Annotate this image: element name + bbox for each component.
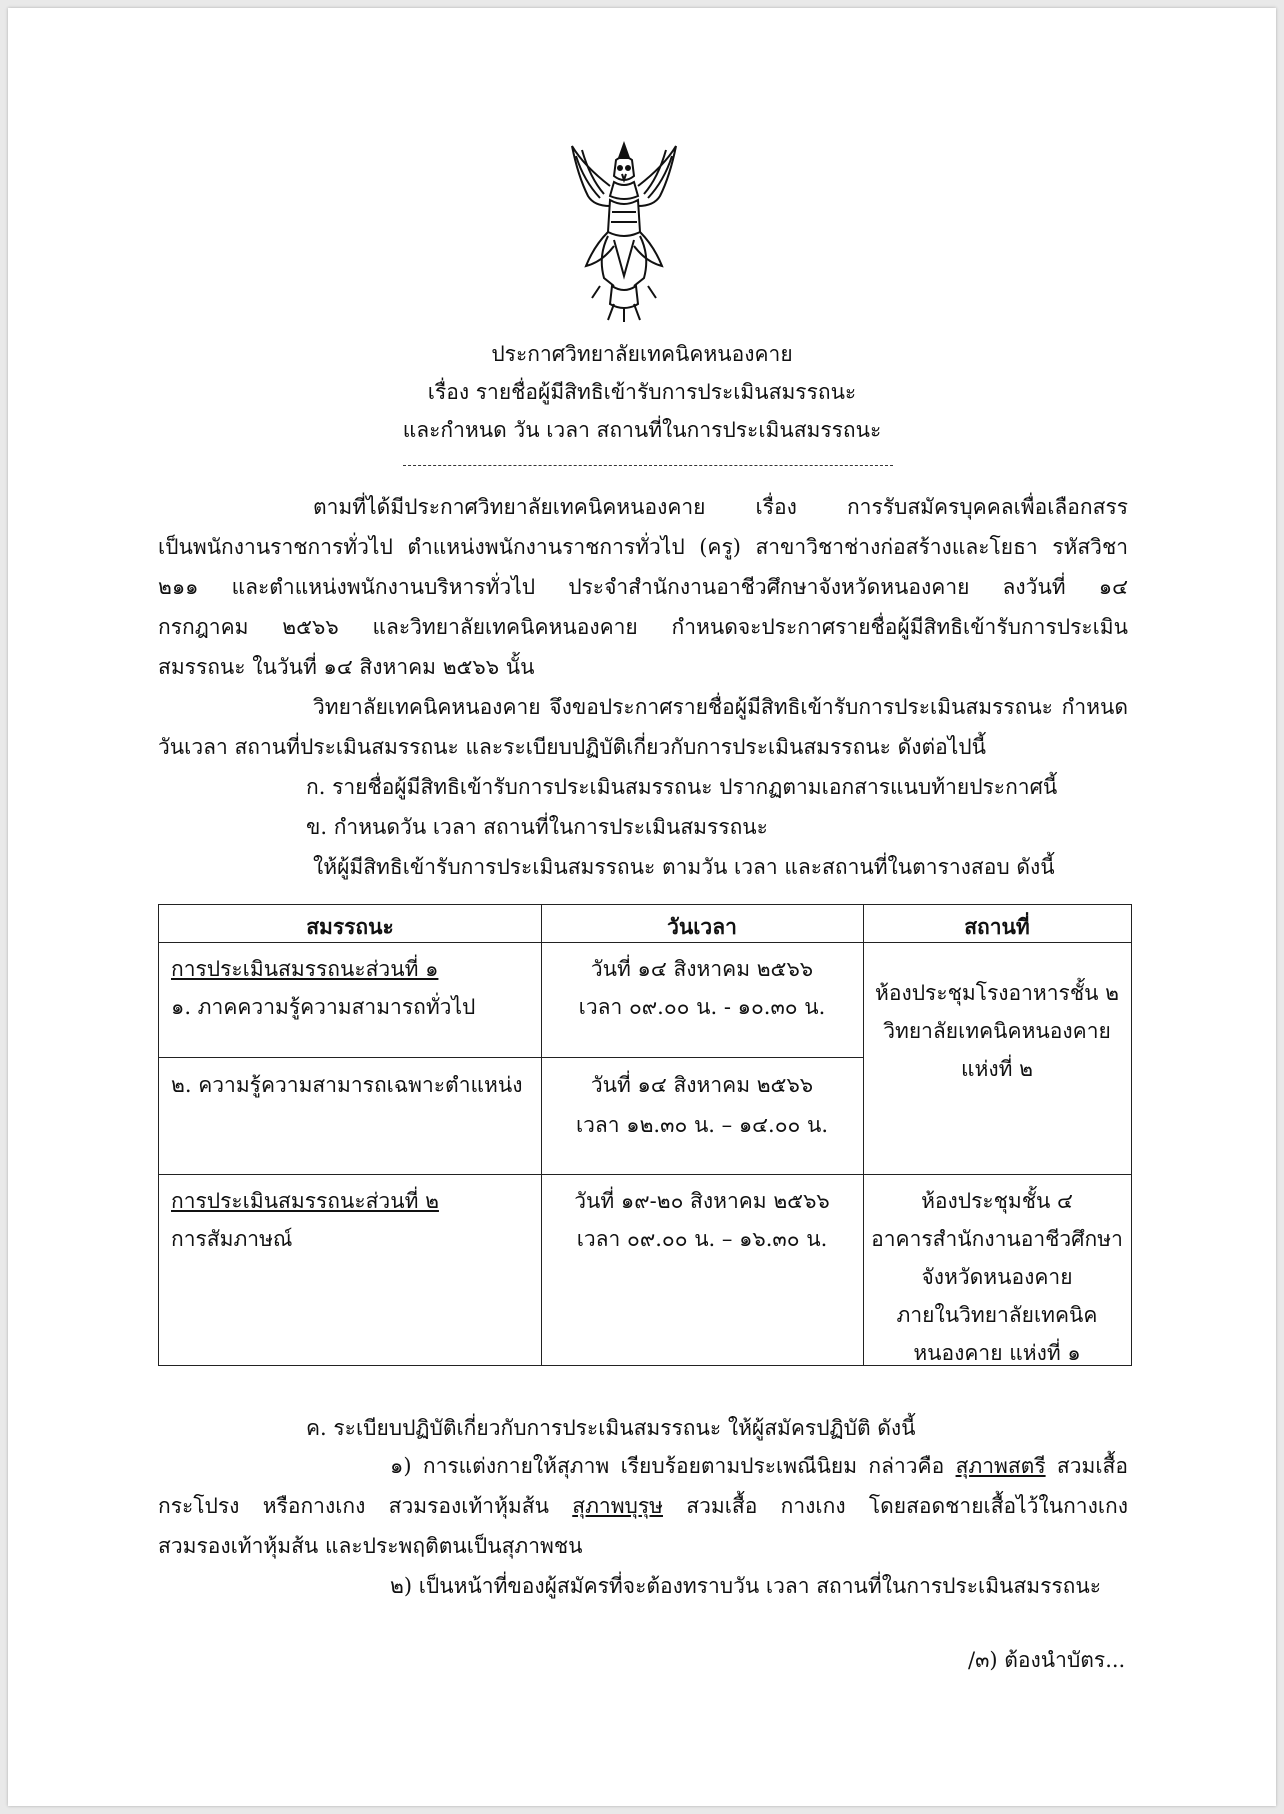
continuation-note: /๓) ต้องนำบัตร... xyxy=(968,1648,1126,1672)
rule-1-text-3: สวมเสื้อ กางเกง โดยสอดชายเสื้อไว้ในกางเกง xyxy=(663,1494,1128,1518)
rule-1-line-2 xyxy=(158,1490,1128,1523)
document-page xyxy=(8,8,1276,1806)
schedule-table xyxy=(158,904,1132,1366)
paragraph-1-line-1: ตามที่ได้มีประกาศวิทยาลัยเทคนิคหนองคาย เรื่อง การรับสมัครบุคคลเพื่อเลือกสรร xyxy=(313,495,1128,519)
item-a: ก. รายชื่อผู้มีสิทธิเข้ารับการประเมินสมรรถนะ ปรากฏตามเอกสารแนบท้ายประกาศนี้ xyxy=(306,775,1058,799)
item-b: ข. กำหนดวัน เวลา สถานที่ในการประเมินสมรรถนะ xyxy=(306,815,768,839)
table-row-divider xyxy=(159,1174,1131,1175)
part2-date: วันที่ ๑๙-๒๐ สิงหาคม ๒๕๖๖ xyxy=(574,1189,830,1213)
table-col-divider xyxy=(863,905,864,1365)
rules-title: ค. ระเบียบปฏิบัติเกี่ยวกับการประเมินสมรรถนะ ให้ผู้สมัครปฏิบัติ ดังนี้ xyxy=(306,1416,916,1440)
paragraph-2-line-1: วิทยาลัยเทคนิคหนองคาย จึงขอประกาศรายชื่อผู้มีสิทธิเข้ารับการประเมินสมรรถนะ กำหนด xyxy=(313,695,1128,719)
rule-1-text-cont: สวมเสื้อ xyxy=(1045,1454,1128,1478)
part2-place-line1: ห้องประชุมชั้น ๔ xyxy=(921,1189,1073,1213)
table-row-divider xyxy=(159,1057,863,1058)
part2-item: การสัมภาษณ์ xyxy=(171,1227,293,1251)
item-b-detail: ให้ผู้มีสิทธิเข้ารับการประเมินสมรรถนะ ตามวัน เวลา และสถานที่ในตารางสอบ ดังนี้ xyxy=(313,855,1055,879)
part1-item1: ๑. ภาคความรู้ความสามารถทั่วไป xyxy=(171,995,476,1019)
part1-place-line3: แห่งที่ ๒ xyxy=(961,1057,1033,1081)
table-header-datetime: วันเวลา xyxy=(667,914,737,939)
paragraph-1-line-2: เป็นพนักงานราชการทั่วไป ตำแหน่งพนักงานราชการทั่วไป (ครู) สาขาวิชาช่างก่อสร้างและโยธา รหัสวิชา xyxy=(158,535,1128,559)
part1-place-line1: ห้องประชุมโรงอาหารชั้น ๒ xyxy=(875,981,1119,1005)
garuda-emblem-icon xyxy=(564,136,684,326)
part2-place-line5: หนองคาย แห่งที่ ๑ xyxy=(913,1341,1081,1365)
part1-title: การประเมินสมรรถนะส่วนที่ ๑ xyxy=(171,957,439,981)
table-header-place: สถานที่ xyxy=(964,914,1030,939)
part1-item1-date: วันที่ ๑๔ สิงหาคม ๒๕๖๖ xyxy=(590,957,814,981)
table-header-competency: สมรรถนะ xyxy=(306,914,394,939)
rule-1-line-1 xyxy=(390,1450,1128,1483)
part2-place-line4: ภายในวิทยาลัยเทคนิค xyxy=(896,1303,1098,1327)
rule-1-text: ๑) การแต่งกายให้สุภาพ เรียบร้อยตามประเพณีนิยม กล่าวคือ xyxy=(390,1454,956,1478)
announcement-title: ประกาศวิทยาลัยเทคนิคหนองคาย xyxy=(491,342,793,366)
paragraph-2-line-2: วันเวลา สถานที่ประเมินสมรรถนะ และระเบียบปฏิบัติเกี่ยวกับการประเมินสมรรถนะ ดังต่อไปนี้ xyxy=(158,735,986,759)
part1-item2-date: วันที่ ๑๔ สิงหาคม ๒๕๖๖ xyxy=(590,1073,814,1097)
rule-1-text-2: กระโปรง หรือกางเกง สวมรองเท้าหุ้มส้น xyxy=(158,1494,573,1518)
part2-title: การประเมินสมรรถนะส่วนที่ ๒ xyxy=(171,1189,439,1213)
part1-item2-time: เวลา ๑๒.๓๐ น. – ๑๔.๐๐ น. xyxy=(575,1113,829,1137)
title-divider xyxy=(403,465,893,466)
paragraph-1-line-4: กรกฎาคม ๒๕๖๖ และวิทยาลัยเทคนิคหนองคาย กำหนดจะประกาศรายชื่อผู้มีสิทธิเข้ารับการประเมิน xyxy=(158,615,1128,639)
rule-1-male: สุภาพบุรุษ xyxy=(572,1494,663,1518)
announcement-subject-line2: และกำหนด วัน เวลา สถานที่ในการประเมินสมรรถนะ xyxy=(402,418,882,442)
part2-place-line3: จังหวัดหนองคาย xyxy=(921,1265,1073,1289)
paragraph-1-line-3: ๒๑๑ และตำแหน่งพนักงานบริหารทั่วไป ประจำสำนักงานอาชีวศึกษาจังหวัดหนองคาย ลงวันที่ ๑๔ xyxy=(158,575,1128,599)
part2-place-line2: อาคารสำนักงานอาชีวศึกษา xyxy=(871,1227,1123,1251)
announcement-subject: เรื่อง รายชื่อผู้มีสิทธิเข้ารับการประเมินสมรรถนะ xyxy=(427,380,857,404)
rule-2: ๒) เป็นหน้าที่ของผู้สมัครที่จะต้องทราบวัน เวลา สถานที่ในการประเมินสมรรถนะ xyxy=(390,1574,1101,1598)
part1-place-line2: วิทยาลัยเทคนิคหนองคาย xyxy=(883,1019,1111,1043)
rule-1-line-3: สวมรองเท้าหุ้มส้น และประพฤติตนเป็นสุภาพชน xyxy=(158,1534,583,1558)
part1-item1-time: เวลา ๐๙.๐๐ น. - ๑๐.๓๐ น. xyxy=(578,995,826,1019)
part1-item2: ๒. ความรู้ความสามารถเฉพาะตำแหน่ง xyxy=(171,1073,523,1097)
part2-time: เวลา ๐๙.๐๐ น. – ๑๖.๓๐ น. xyxy=(576,1227,828,1251)
paragraph-1-line-5: สมรรถนะ ในวันที่ ๑๔ สิงหาคม ๒๕๖๖ นั้น xyxy=(158,655,535,679)
rule-1-female: สุภาพสตรี xyxy=(955,1454,1046,1478)
